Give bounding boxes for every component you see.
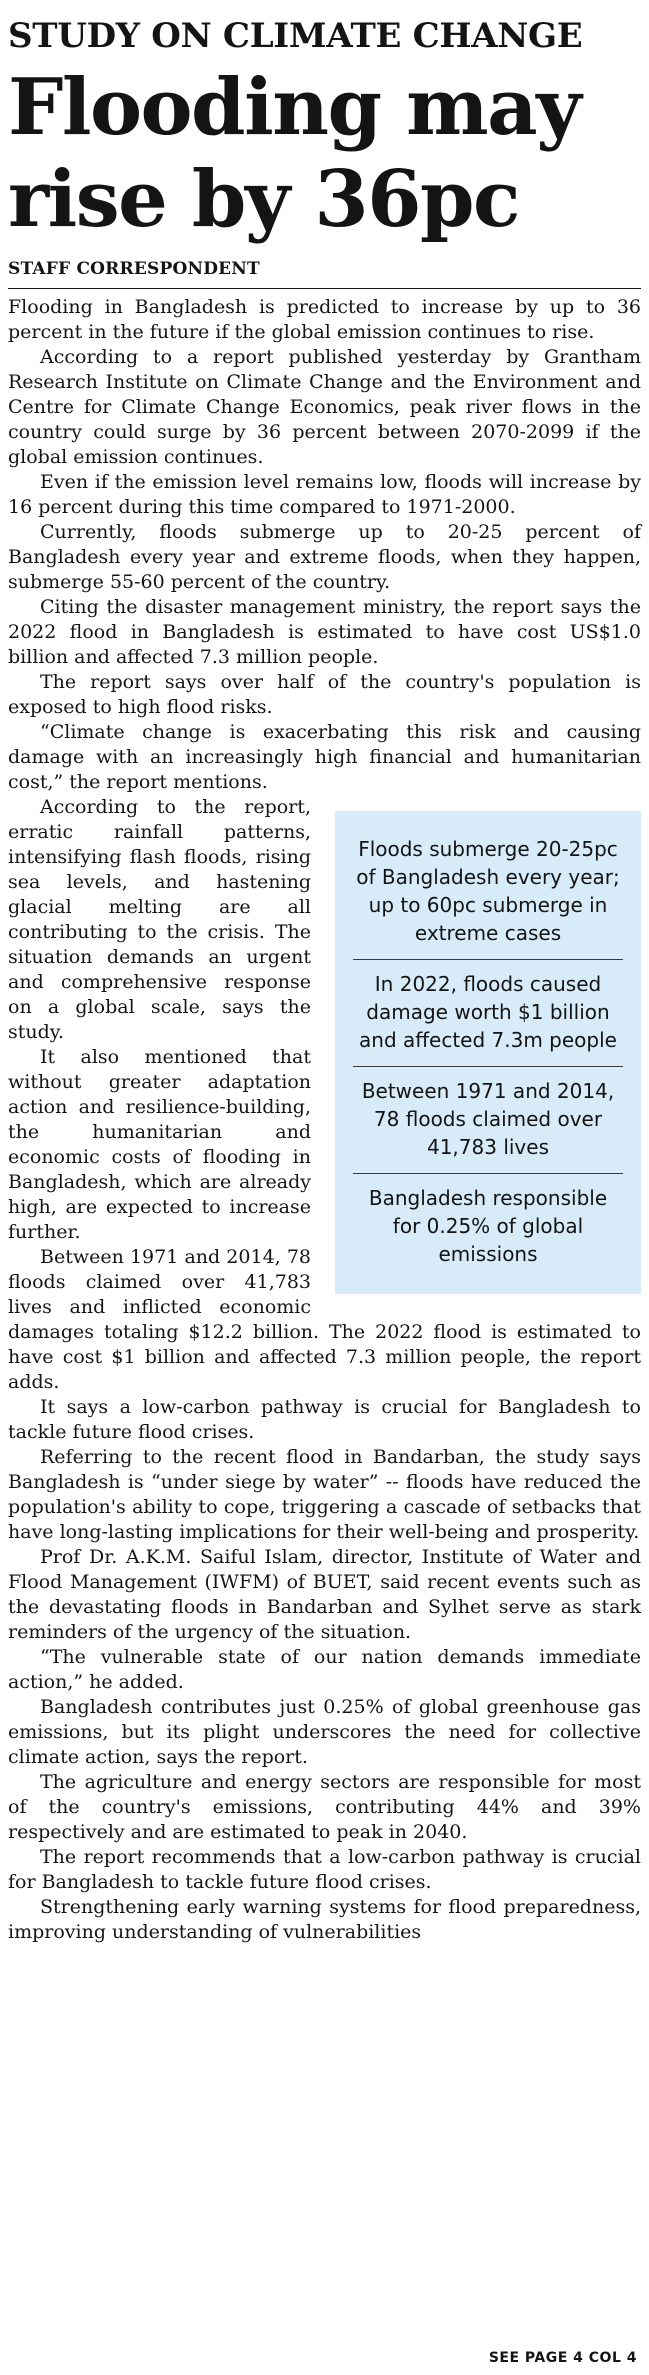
paragraph: Flooding in Bangladesh is predicted to increase by up to 36 percent in the future if the global emission continues to rise. (8, 296, 641, 343)
fact-item: Between 1971 and 2014, 78 floods claimed over 41,783 lives (353, 1066, 623, 1173)
paragraph: According to the report, erratic rainfall patterns, intensifying flash floods, rising sea levels, and hastening glacial melting are all contributing to the crisis. The situation demands an urgent and comprehensive response on a global scale, says the study. (8, 796, 311, 1043)
fact-item: Floods submerge 20-25pc of Bangladesh every year; up to 60pc submerge in extreme cases (356, 837, 620, 945)
paragraph: According to a report published yesterday by Grantham Research Institute on Climate Change and the Environment and Centre for Climate Change Economics, peak river flows in the country could surge by 36 percent between 2070-2099 if the global emission continues. (8, 346, 641, 468)
paragraph: “The vulnerable state of our nation demands immediate action,” he added. (8, 1646, 641, 1693)
paragraph: The report recommends that a low-carbon pathway is crucial for Bangladesh to tackle future flood crises. (8, 1846, 641, 1893)
paragraph: Strengthening early warning systems for flood preparedness, improving understanding of vulnerabilities (8, 1896, 641, 1943)
headline: Flooding may rise by 36pc (8, 62, 581, 245)
paragraph: Bangladesh contributes just 0.25% of global greenhouse gas emissions, but its plight underscores the need for collective climate action, says the report. (8, 1696, 641, 1768)
continuation-note[interactable]: SEE PAGE 4 COL 4 (488, 2350, 637, 2366)
paragraph: Currently, floods submerge up to 20-25 percent of Bangladesh every year and extreme floods, when they happen, submerge 55-60 percent of the country. (8, 521, 641, 593)
byline: STAFF CORRESPONDENT (8, 258, 641, 289)
paragraph: Even if the emission level remains low, floods will increase by 16 percent during this time compared to 1971-2000. (8, 471, 641, 518)
paragraph: Referring to the recent flood in Bandarban, the study says Bangladesh is “under siege by water” -- floods have reduced the population's ability to cope, triggering a cascade of setbacks that have long-lasting implications for their well-being and prosperity. (8, 1446, 641, 1543)
fact-box (335, 811, 641, 1294)
article (8, 0, 641, 1945)
paragraph: It also mentioned that without greater adaptation action and resilience-building, the humanitarian and economic costs of flooding in Bangladesh, which are already high, are expected to increase further. (8, 1046, 311, 1243)
article-body (8, 295, 641, 1945)
fact-item: Bangladesh responsible for 0.25% of global emissions (353, 1173, 623, 1280)
kicker: STUDY ON CLIMATE CHANGE (8, 16, 583, 56)
paragraph: Citing the disaster management ministry, the report says the 2022 flood in Bangladesh is estimated to have cost US$1.0 billion and affected 7.3 million people. (8, 596, 641, 668)
paragraph: “Climate change is exacerbating this risk and causing damage with an increasingly high financial and humanitarian cost,” the report mentions. (8, 721, 641, 793)
paragraph: The report says over half of the country's population is exposed to high flood risks. (8, 671, 641, 718)
paragraph: Prof Dr. A.K.M. Saiful Islam, director, Institute of Water and Flood Management (IWFM) of BUET, said recent events such as the devastating floods in Bandarban and Sylhet serve as stark reminders of the urgency of the situation. (8, 1546, 641, 1643)
fact-item: In 2022, floods caused damage worth $1 billion and affected 7.3m people (353, 959, 623, 1066)
paragraph: Between 1971 and 2014, 78 floods claimed over 41,783 lives and inflicted economic damages totaling $12.2 billion. The 2022 flood is estimated to have cost $1 billion and affected 7.3 million people, the report adds. (8, 1246, 641, 1393)
paragraph: The agriculture and energy sectors are responsible for most of the country's emissions, contributing 44% and 39% respectively and are estimated to peak in 2040. (8, 1771, 641, 1843)
paragraph: It says a low-carbon pathway is crucial for Bangladesh to tackle future flood crises. (8, 1396, 641, 1443)
